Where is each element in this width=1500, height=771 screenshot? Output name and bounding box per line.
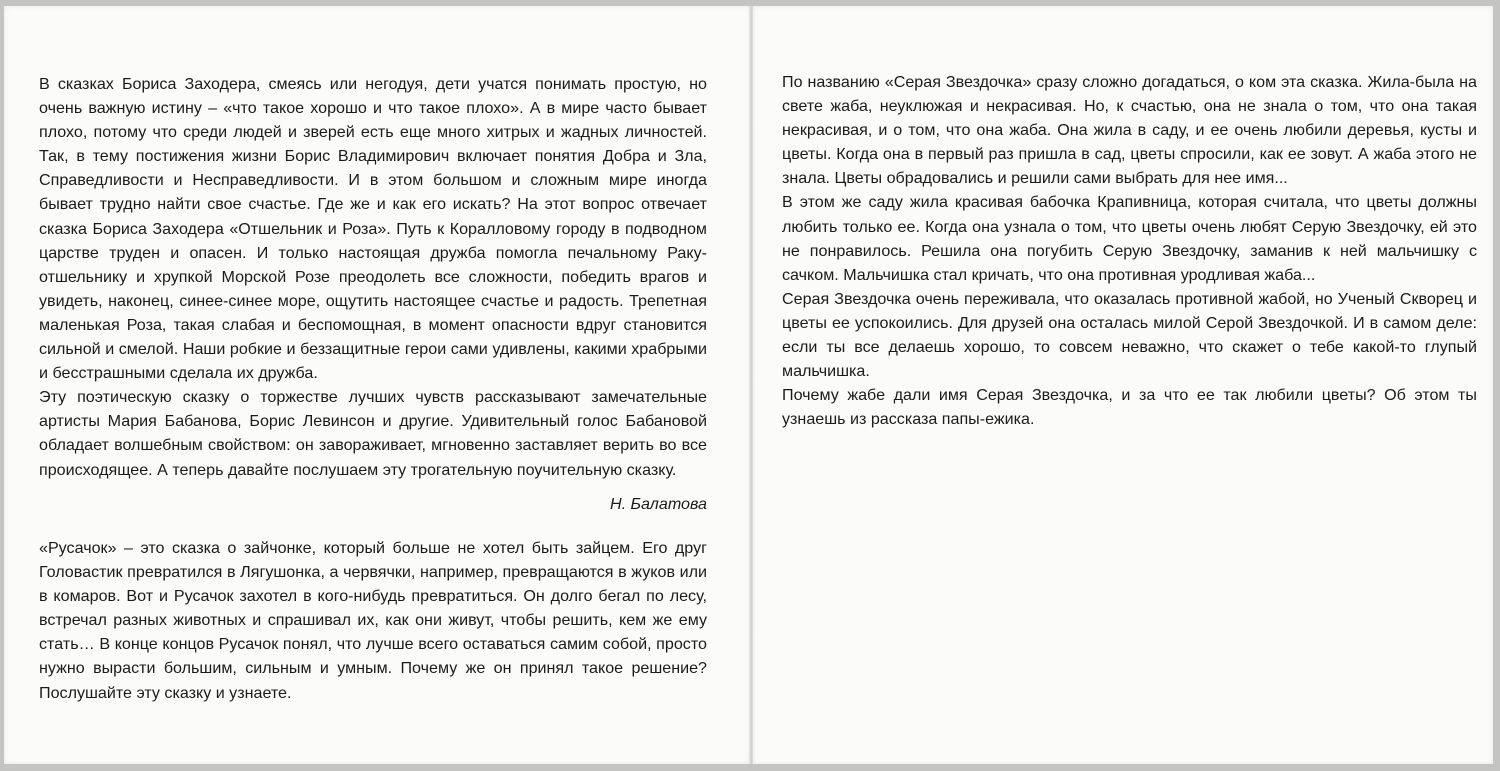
intro-paragraph: В сказках Бориса Заходера, смеясь или негодуя, дети учатся понимать простую, но очень важную истину – «что такое хорошо и что такое плохо». А в мире часто бывает плохо, потому что среди людей и зверей есть еще много хитрых и жадных личностей. Так, в тему постижения жизни Борис Владимирович включает понятия Добра и Зла, Справедливости и Несправедливости. И в этом большом и сложным мире иногда бывает трудно найти свое счастье. Где же и как его искать? На этот вопрос отвечает сказка Бориса Заходера «Отшельник и Роза». Путь к Коралловому городу в подводном царстве труден и опасен. И только настоящая дружба помогла печальному Раку-отшельнику и хрупкой Морской Розе преодолеть все сложности, победить врагов и увидеть, наконец, синее-синее море, ощутить настоящее счастье и радость. Трепетная маленькая Роза, такая слабая и беспомощная, в момент опасности вдруг становится сильной и смелой. Наши робкие и беззащитные герои сами удивлены, какими храбрыми и бесстрашными сделала их дружба.	[39, 75, 707, 383]
rusachok-paragraph: «Русачок» – это сказка о зайчонке, который больше не хотел быть зайцем. Его друг Головастик превратился в Лягушонка, а червячки, например, превращаются в жуков или в комаров. Вот и Русачок захотел в кого-нибудь превратиться. Он долго бегал по лесу, встречал разных животных и спрашивал их, как они живут, чтобы решить, кем же ему стать… В конце концов Русачок понял, что лучше всего оставаться самим собой, просто нужно вырасти большим, сильным и умным. Почему же он принял такое решение? Послушайте эту сказку и узнаете.	[39, 539, 707, 702]
story-paragraph: По названию «Серая Звездочка» сразу сложно догадаться, о ком эта сказка. Жила-была на свете жаба, неуклюжая и некрасивая. Но, к счастью, она не знала о том, что она такая некрасивая, и о том, что она жаба. Она жила в саду, и ее очень любили деревья, кусты и цветы. Когда она в первый раз пришла в сад, цветы спросили, как ее зовут. А жаба этого не знала. Цветы обрадовались и решили сами выбрать для нее имя...	[782, 73, 1477, 188]
intro-text	[39, 72, 707, 482]
author-signature: Н. Балатова	[609, 495, 707, 513]
grey-star-text	[782, 70, 1477, 431]
left-page	[4, 6, 750, 764]
story-paragraph: Почему жабе дали имя Серая Звездочка, и за что ее так любили цветы? Об этом ты узнаешь из рассказа папы-ежика.	[782, 386, 1477, 429]
rusachok-text	[39, 536, 707, 705]
story-paragraph: Серая Звездочка очень переживала, что оказалась противной жабой, но Ученый Скворец и цветы ее успокоились. Для друзей она осталась милой Серой Звездочкой. И в самом деле: если ты все делаешь хорошо, то совсем неважно, что скажет о тебе какой-то глупый мальчишка.	[782, 289, 1477, 381]
story-paragraph: В этом же саду жила красивая бабочка Крапивница, которая считала, что цветы должны любить только ее. Когда она узнала о том, что цветы очень любят Серую Звездочку, ей это не понравилось. Решила она погубить Серую Звездочку, заманив к ней мальчишку с сачком. Мальчишка стал кричать, что она противная уродливая жаба...	[782, 193, 1477, 284]
right-page	[753, 6, 1493, 764]
intro-paragraph: Эту поэтическую сказку о торжестве лучших чувств рассказывают замечательные артисты Мария Бабанова, Борис Левинсон и другие. Удивительный голос Бабановой обладает волшебным свойством: он завораживает, мгновенно заставляет верить во все происходящее. А теперь давайте послушаем эту трогательную поучительную сказку.	[39, 388, 707, 479]
